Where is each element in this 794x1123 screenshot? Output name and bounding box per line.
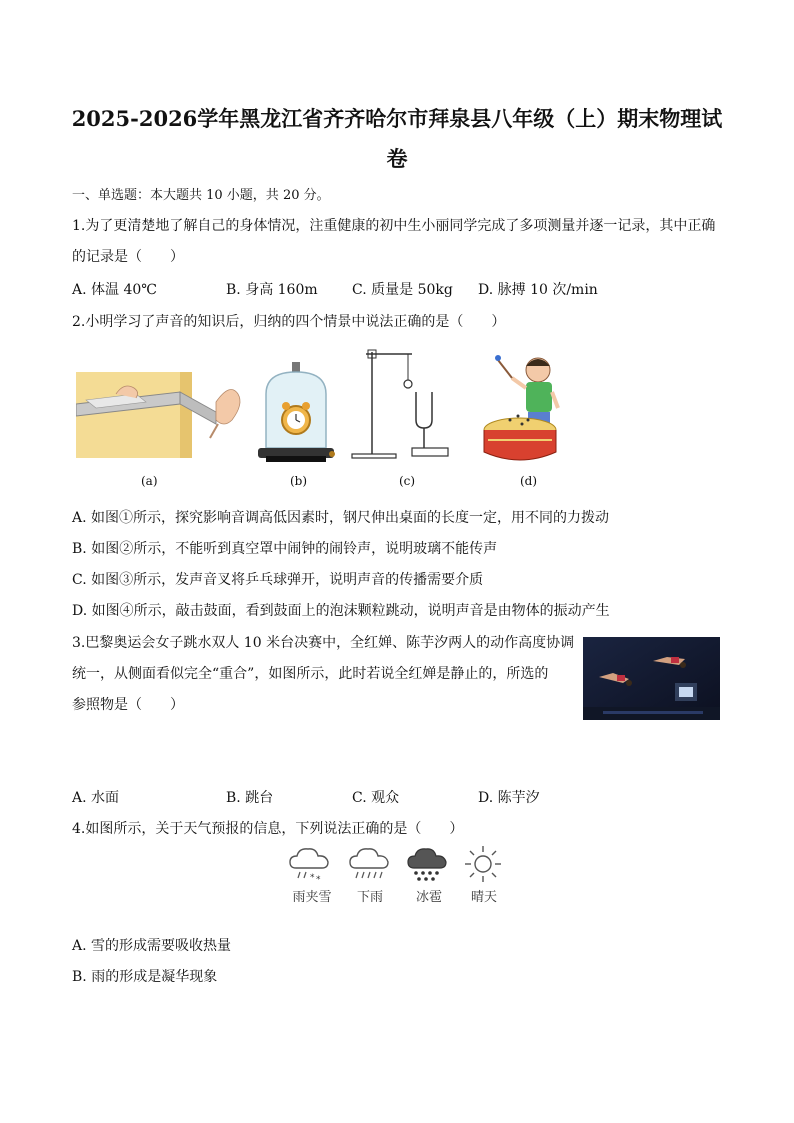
q4-option-b: B. 雨的形成是凝华现象 <box>72 969 218 985</box>
svg-text:*: * <box>310 873 315 883</box>
weather-label-sleet: 雨夹雪 <box>292 890 332 905</box>
q3-option-c: C. 观众 <box>352 790 400 806</box>
q2-option-b: B. 如图②所示，不能听到真空罩中闹钟的闹铃声，说明玻璃不能传声 <box>72 541 498 557</box>
sun-icon <box>462 844 504 884</box>
weather-label-sunny: 晴天 <box>470 890 497 905</box>
q1-stem-line1: 1.为了更清楚地了解自己的身体情况，注重健康的初中生小丽同学完成了多项测量并逐一记录，其中正确 <box>72 218 716 234</box>
figure-b-caption: (b) <box>290 474 308 488</box>
hail-icon <box>406 846 452 884</box>
q2-option-a: A. 如图①所示，探究影响音调高低因素时，钢尺伸出桌面的长度一定，用不同的力拨动 <box>72 510 610 526</box>
figure-a-ruler-on-table <box>76 364 246 464</box>
sleet-icon <box>288 846 334 884</box>
q4-stem: 4.如图所示，关于天气预报的信息，下列说法正确的是（ ） <box>72 821 464 837</box>
weather-label-hail: 冰雹 <box>415 890 442 905</box>
figure-d-caption: (d) <box>520 474 538 488</box>
q3-stem-line1: 3.巴黎奥运会女子跳水双人 10 米台决赛中，全红婵、陈芋汐两人的动作高度协调 <box>72 635 575 651</box>
q3-option-b: B. 跳台 <box>226 790 274 806</box>
svg-text:*: * <box>316 875 321 884</box>
figure-c-tuning-fork <box>350 346 450 466</box>
figure-c-caption: (c) <box>399 474 416 488</box>
figure-d-boy-drumming <box>478 348 578 466</box>
q3-stem-line2: 统一，从侧面看似完全“重合”，如图所示，此时若说全红婵是静止的，所选的 <box>72 666 549 682</box>
section-heading: 一、单选题：本大题共 10 小题，共 20 分。 <box>72 188 330 203</box>
diving-photo <box>583 637 720 720</box>
q1-stem-line2: 的记录是（ ） <box>72 249 184 265</box>
q3-stem-line3: 参照物是（ ） <box>72 697 184 713</box>
q4-option-a: A. 雪的形成需要吸收热量 <box>72 938 232 954</box>
q2-option-c: C. 如图③所示，发声音叉将乒乓球弹开，说明声音的传播需要介质 <box>72 572 484 588</box>
figure-b-bell-jar <box>256 360 336 466</box>
figure-a-caption: (a) <box>141 474 158 488</box>
q3-option-a: A. 水面 <box>72 790 120 806</box>
q1-option-a: A. 体温 40℃ <box>72 282 157 298</box>
q1-option-b: B. 身高 160m <box>226 282 318 298</box>
exam-title-line2: 卷 <box>386 146 408 171</box>
q3-option-d: D. 陈芋汐 <box>478 790 540 806</box>
rain-icon <box>348 846 394 884</box>
exam-title-line1: 2025-2026学年黑龙江省齐齐哈尔市拜泉县八年级（上）期末物理试 <box>71 106 723 131</box>
weather-label-rain: 下雨 <box>356 890 383 905</box>
q2-option-d: D. 如图④所示，敲击鼓面，看到鼓面上的泡沫颗粒跳动，说明声音是由物体的振动产生 <box>72 603 610 619</box>
q2-stem: 2.小明学习了声音的知识后，归纳的四个情景中说法正确的是（ ） <box>72 314 506 330</box>
q1-option-c: C. 质量是 50kg <box>352 282 453 298</box>
q1-option-d: D. 脉搏 10 次/min <box>478 282 598 298</box>
